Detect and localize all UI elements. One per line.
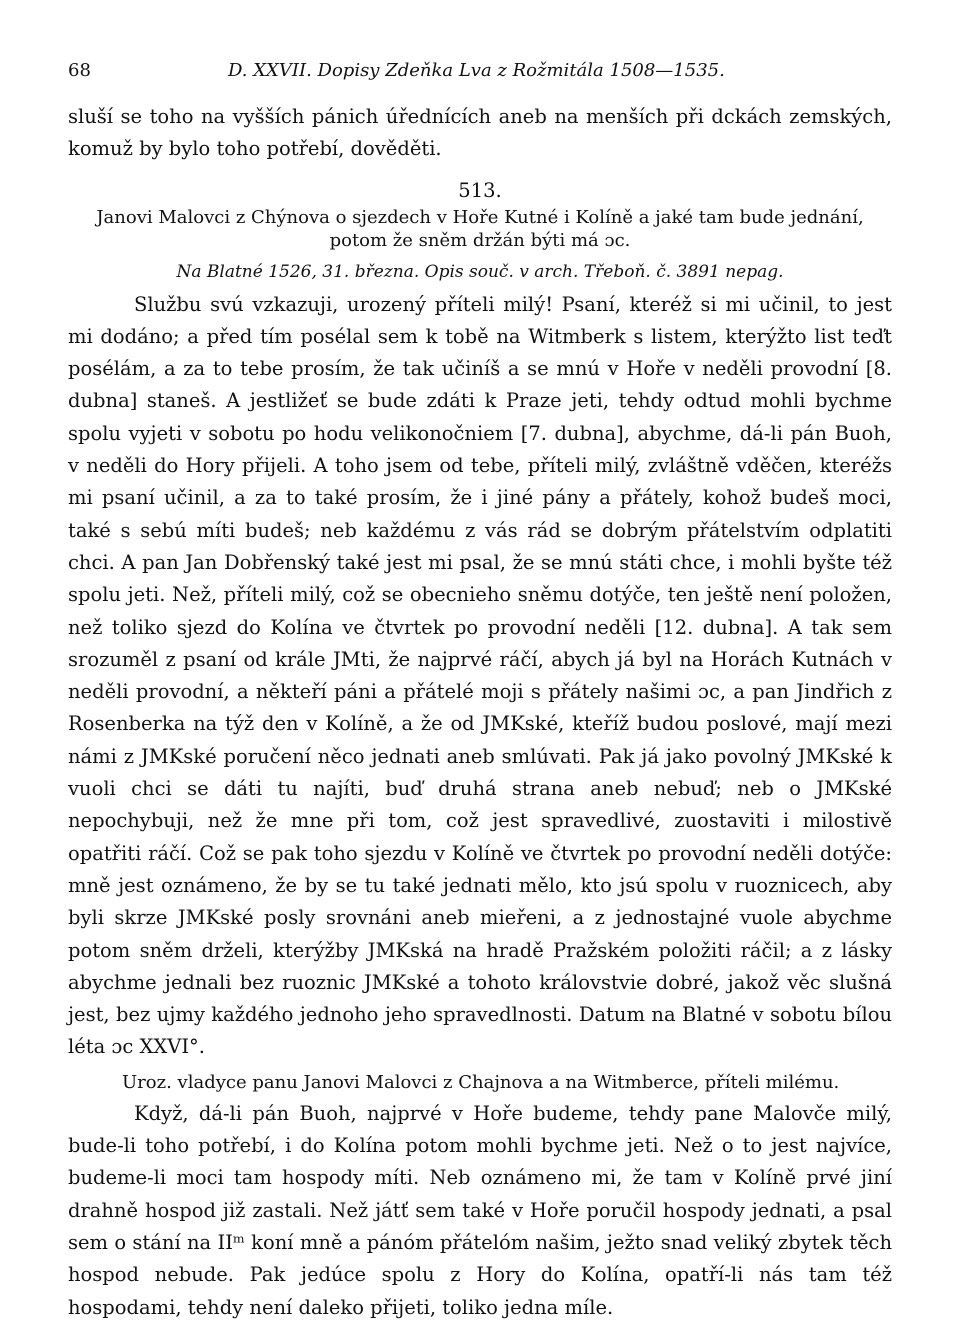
continuation-paragraph: sluší se toho na vyšších pánich úřednících aneb na menších při dckách zemských, komuž by bylo toho potřebí, dověděti.: [68, 105, 892, 161]
document-page: [68, 58, 892, 1324]
letter-body: Službu svú vzkazuji, urozený příteli milý! Psaní, kteréž si mi učinil, to jest mi dodáno; a před tím posélal sem k tobě na Witmberk s listem, kterýžto list teďt posélám, a za to tebe prosím, že tak učiníš a se mnú v Hoře v neděli provodní [8. dubna] staneš. A jestližeť se bude zdáti k Praze jeti, tehdy odtud mohli bychme spolu vyjeti v sobotu po hodu velikonočniem [7. dubna], abychme, dá-li pán Buoh, v neděli do Hory přijeli. A toho jsem od tebe, příteli milý, zvláštně vděčen, kteréžs mi psaní učinil, a za to také prosím, že i jiné pány a přátely, kohož budeš moci, také s sebú míti budeš; neb každému z vás rád se dobrým přátelstvím odplatiti chci. A pan Jan Dobřenský také jest mi psal, že se mnú státi chce, i mohli byšte též spolu jeti. Než, příteli milý, což se obecnieho sněmu dotýče, ten ještě není položen, než toliko sjezd do Kolína ve čtvrtek po provodní neděli [12. dubna]. A tak sem srozuměl z psaní od krále JMti, že najprvé ráčí, abych já byl na Horách Kutnách v neděli provodní, a někteří páni a přátelé moji s přátely našimi ɔc, a pan Jindřich z Rosenberka na týž den v Kolíně, a že od JMKské, kteříž budou poslové, mají mezi námi z JMKské poručení něco jednati aneb smlúvati. Pak já jako povolný JMKské k vuoli chci se dáti tu najíti, buď druhá strana aneb nebuď; neb o JMKské nepochybuji, než že mne při tom, což jest spravedlivé, zuostaviti i milostivě opatřiti ráčí. Což se pak toho sjezdu v Kolíně ve čtvrtek po provodní neděli dotýče: mně jest oznámeno, že by se tu také jednati mělo, kto jsú spolu v ruoznicech, aby byli skrze JMKské posly srovnáni aneb mieřeni, a z jednostajné vuole abychme potom sněm drželi, kterýžby JMKská na hradě Pražském položiti ráčil; a z lásky abychme jednali bez ruoznic JMKské a tohoto královstvie dobré, jakož věc slušná jest, bez ujmy každého jednoho jeho spravedlnosti. Datum na Blatné v sobotu bílou léta ɔc XXVI°.: [68, 292, 892, 1059]
letter-address: Uroz. vladyce panu Janovi Malovci z Chajnova a na Witmberce, příteli milému.: [122, 1071, 840, 1093]
letter-source-note: Na Blatné 1526, 31. března. Opis souč. v arch. Třeboň. č. 3891 nepag.: [176, 261, 784, 282]
page-number: 68: [68, 60, 91, 81]
letter-postscript: Když, dá-li pán Buoh, najprvé v Hoře budeme, tehdy pane Malovče milý, bude-li toho potřebí, i do Kolína potom mohli bychme jeti. Než o to jest najvíce, budeme-li moci tam hospody míti. Neb oznámeno mi, že tam v Kolíně prvé jiní drahně hospod již zastali. Než játť sem také v Hoře poručil hospody jednati, a psal sem o stání na IIᵐ koní mně a pánóm přátelóm našim, ježto snad veliký zbytek těch hospod nebude. Pak jedúce spolu z Hory do Kolína, opatří-li nás tam též hospodami, tehdy není daleko přijeti, toliko jedna míle.: [68, 1101, 892, 1319]
running-head: [68, 58, 892, 84]
running-title: D. XXVII. Dopisy Zdeňka Lva z Rožmitála 1508—1535.: [228, 60, 725, 81]
letter-regest: Janovi Malovci z Chýnova o sjezdech v Hoře Kutné i Kolíně a jaké tam bude jednání, potom že sněm držán býti má ɔc.: [96, 206, 864, 251]
letter-number: 513.: [458, 178, 502, 202]
